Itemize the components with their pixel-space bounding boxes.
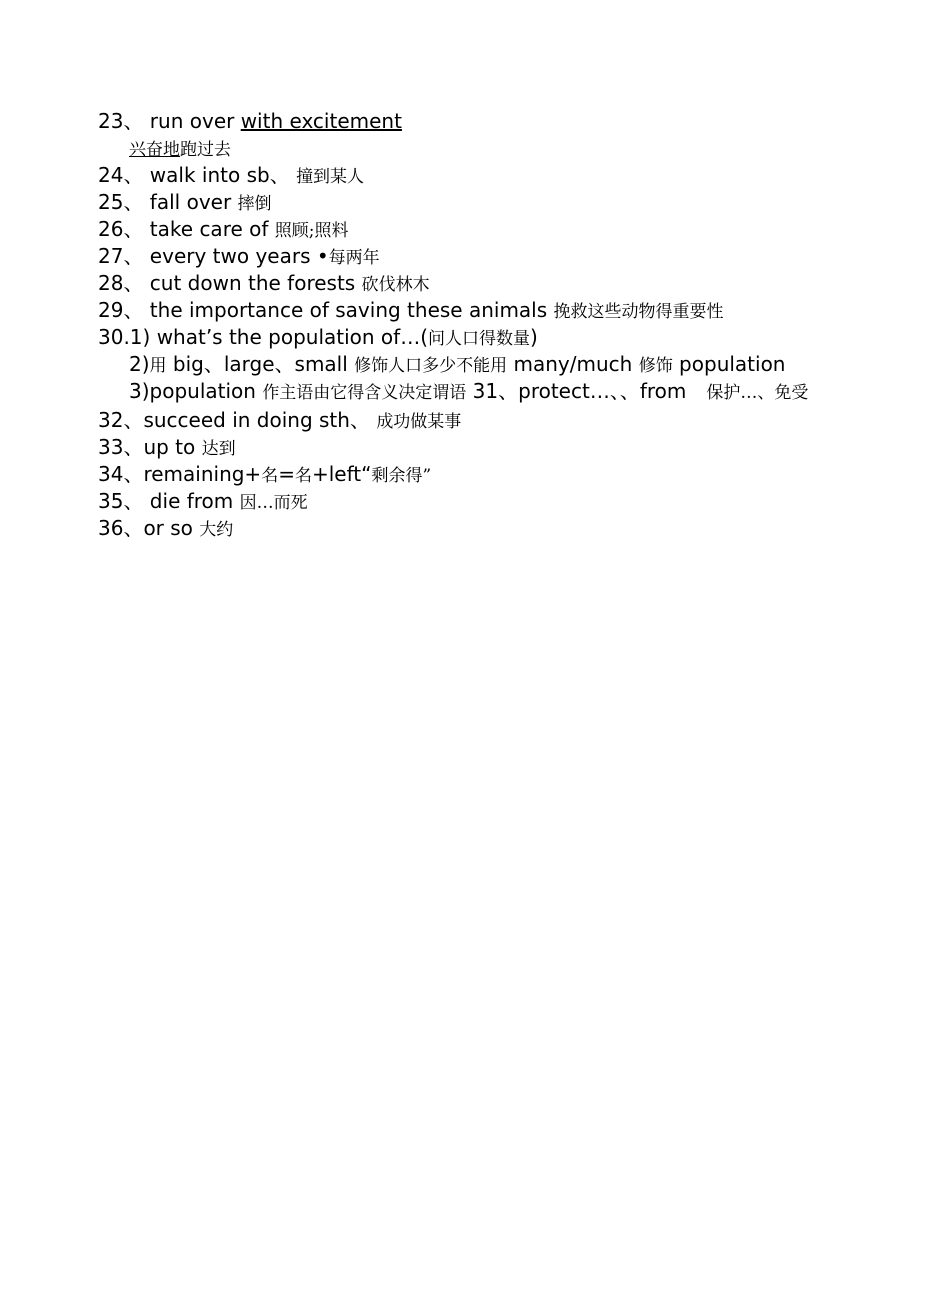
list-item-35 — [98, 488, 858, 515]
item-number: 28、 — [98, 271, 144, 295]
item-english: many/much — [507, 352, 639, 376]
item-number: 26、 — [98, 217, 144, 241]
item-chinese: 达到 — [201, 439, 236, 459]
list-item-23-translation — [98, 135, 858, 162]
item-chinese: 跑过去 — [180, 140, 231, 160]
list-item-28 — [98, 270, 858, 297]
item-number: 23、 — [98, 109, 144, 133]
list-item-32 — [98, 407, 858, 434]
item-english: population — [672, 352, 786, 376]
item-number: 27、 — [98, 244, 144, 268]
item-english: 3)population — [129, 379, 263, 403]
item-english: 31、protect…、、from — [466, 379, 707, 403]
item-number: 35、 — [98, 489, 144, 513]
item-closing-quote: ” — [422, 466, 432, 486]
list-item-30-1 — [98, 324, 858, 351]
item-chinese: 砍伐林木 — [361, 275, 430, 295]
vocabulary-list — [98, 108, 858, 542]
item-chinese: 问人口得数量 — [428, 329, 530, 349]
item-chinese: 修饰人口多少不能用 — [354, 356, 508, 376]
list-item-30-2 — [98, 351, 858, 378]
item-number: 25、 — [98, 190, 144, 214]
item-english: walk into sb、 — [143, 163, 297, 187]
item-number: 29、 — [98, 298, 144, 322]
item-english: = — [278, 462, 295, 486]
item-chinese: 大约 — [199, 520, 234, 540]
item-chinese: 挽救这些动物得重要性 — [553, 302, 724, 322]
item-english: run over — [143, 109, 241, 133]
list-item-23 — [98, 108, 858, 135]
item-english: every two years • — [143, 244, 329, 268]
item-chinese: 用 — [149, 356, 167, 376]
item-english: the importance of saving these animals — [143, 298, 554, 322]
item-chinese: 每两年 — [328, 248, 380, 268]
list-item-29 — [98, 297, 858, 324]
list-item-25 — [98, 189, 858, 216]
item-english: +left“ — [311, 462, 372, 486]
item-english-close: ) — [530, 325, 538, 349]
item-english-underlined: with excitement — [240, 109, 402, 133]
list-item-34 — [98, 461, 858, 488]
list-item-36 — [98, 515, 858, 542]
item-english: cut down the forests — [143, 271, 362, 295]
item-chinese: 作主语由它得含义决定谓语 — [262, 383, 467, 403]
item-chinese: 照顾;照料 — [274, 221, 349, 241]
item-english: 30.1) what’s the population of…( — [98, 325, 428, 349]
item-english: 2) — [129, 352, 150, 376]
item-english: 34、remaining+ — [98, 462, 262, 486]
item-english: 36、or so — [98, 516, 200, 540]
item-english: take care of — [143, 217, 275, 241]
item-chinese: 因…而死 — [239, 493, 308, 513]
item-number: 24、 — [98, 163, 144, 187]
list-item-30-3 — [98, 378, 858, 407]
item-chinese-underlined: 兴奋地 — [129, 140, 180, 160]
item-chinese: 成功做某事 — [376, 412, 462, 432]
item-chinese: 撞到某人 — [296, 167, 365, 187]
list-item-26 — [98, 216, 858, 243]
item-chinese: 名 — [261, 466, 279, 486]
item-english: 32、succeed in doing sth、 — [98, 408, 377, 432]
item-english: fall over — [143, 190, 238, 214]
list-item-24 — [98, 162, 858, 189]
item-chinese: 修饰 — [638, 356, 673, 376]
item-chinese: 名 — [294, 466, 312, 486]
item-english: 33、up to — [98, 435, 202, 459]
item-english: die from — [143, 489, 240, 513]
item-english: big、large、small — [166, 352, 355, 376]
item-chinese: 摔倒 — [237, 194, 272, 214]
list-item-27 — [98, 243, 858, 270]
item-chinese: 剩余得 — [371, 466, 423, 486]
list-item-33 — [98, 434, 858, 461]
item-chinese: 保护…、免受 — [706, 383, 809, 403]
